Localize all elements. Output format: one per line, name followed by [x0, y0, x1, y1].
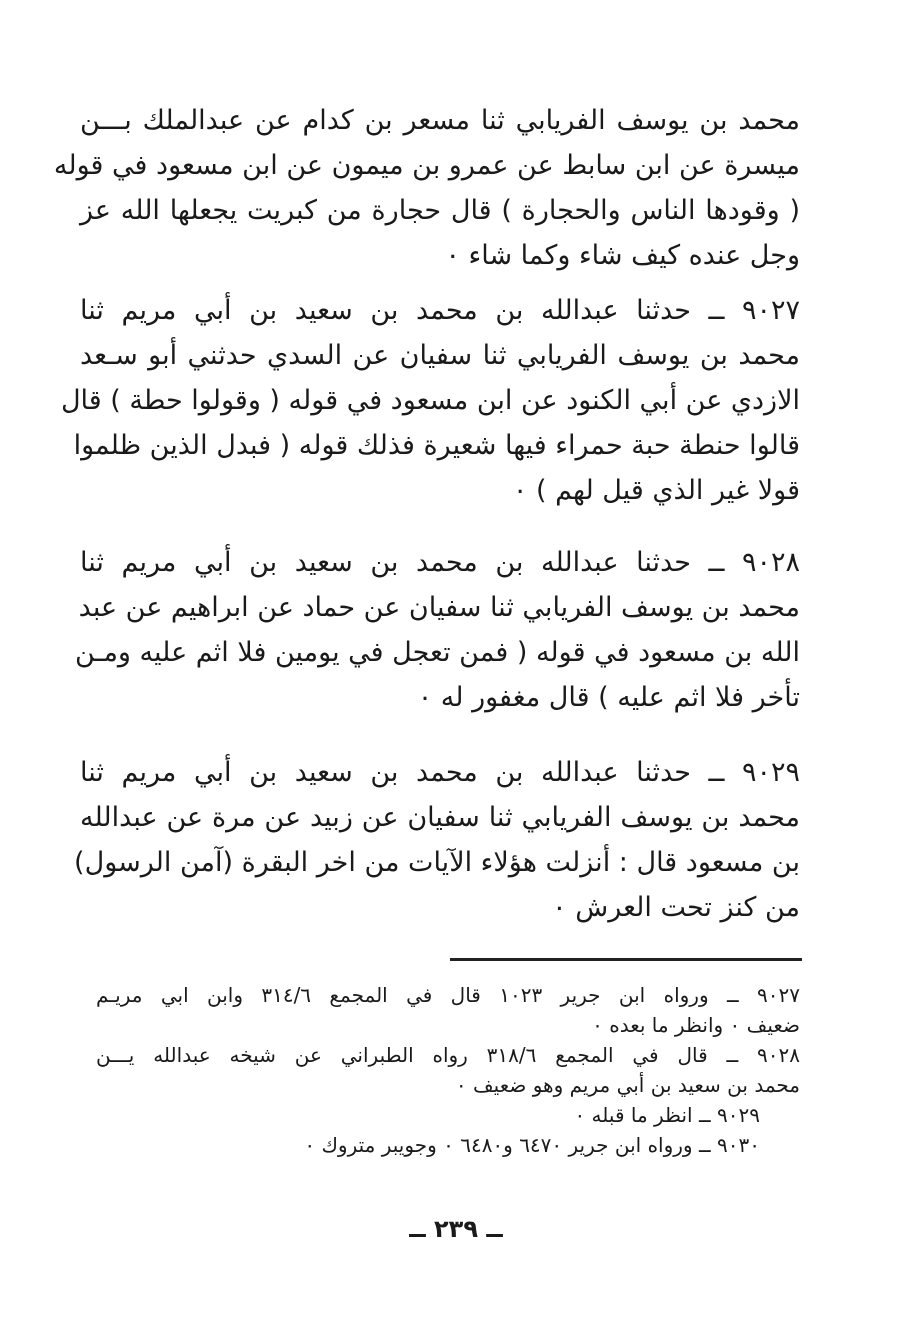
- text-line: ( وقودها الناس والحجارة ) قال حجارة من كبريت يجعلها الله عز: [80, 195, 800, 226]
- text-line: محمد بن يوسف الفريابي ثنا سفيان عن زبيد عن مرة عن عبدالله: [80, 802, 800, 833]
- hadith-9029: [74, 750, 800, 930]
- text-line: ميسرة عن ابن سابط عن عمرو بن ميمون عن ابن مسعود في قوله: [53, 150, 800, 181]
- hadith-9027: [60, 288, 800, 513]
- text-line: الله بن مسعود في قوله ( فمن تعجل في يومين فلا اثم عليه ومـن: [75, 637, 800, 668]
- footnotes: [96, 980, 800, 1160]
- text-line: من كنز تحت العرش ٠: [552, 892, 800, 923]
- footnote-line: ٩٠٢٨ ــ قال في المجمع ٣١٨/٦ رواه الطبراني عن شيخه عبدالله يـــن: [96, 1043, 800, 1067]
- text-line: قالوا حنطة حبة حمراء فيها شعيرة فذلك قوله ( فبدل الذين ظلموا: [73, 430, 800, 461]
- paragraph-continuation: [53, 98, 800, 278]
- text-line: محمد بن يوسف الفريابي ثنا مسعر بن كدام عن عبدالملك بـــن: [80, 105, 800, 136]
- text-line: ٩٠٢٧ ــ حدثنا عبدالله بن محمد بن سعيد بن أبي مريم ثنا: [80, 295, 800, 326]
- text-line: قولا غير الذي قيل لهم ) ٠: [512, 475, 800, 506]
- text-line: تأخر فلا اثم عليه ) قال مغفور له ٠: [417, 682, 800, 713]
- hadith-9028: [75, 540, 800, 720]
- text-line: محمد بن يوسف الفريابي ثنا سفيان عن السدي حدثني أبو سـعد: [80, 340, 800, 371]
- text-line: وجل عنده كيف شاء وكما شاء ٠: [445, 240, 800, 271]
- text-line: الازدي عن أبي الكنود عن ابن مسعود في قوله ( وقولوا حطة ) قال: [60, 385, 800, 416]
- text-line: ٩٠٢٨ ــ حدثنا عبدالله بن محمد بن سعيد بن أبي مريم ثنا: [80, 547, 800, 578]
- footnote-line: ٩٠٢٩ ــ انظر ما قبله ٠: [574, 1103, 760, 1127]
- footnote-line: ٩٠٣٠ ــ ورواه ابن جرير ٦٤٧٠ و٦٤٨٠ ٠ وجويبر متروك ٠: [304, 1133, 760, 1157]
- page-number: ــ ٢٣٩ ــ: [409, 1215, 503, 1243]
- text-line: محمد بن يوسف الفريابي ثنا سفيان عن حماد عن ابراهيم عن عبد: [78, 592, 800, 623]
- text-line: بن مسعود قال : أنزلت هؤلاء الآيات من اخر البقرة (آمن الرسول): [74, 847, 800, 878]
- footnote-line: ٩٠٢٧ ــ ورواه ابن جرير ١٠٢٣ قال في المجمع ٣١٤/٦ وابن ابي مريـم: [96, 983, 800, 1007]
- footnote-line: محمد بن سعيد بن أبي مريم وهو ضعيف ٠: [455, 1073, 800, 1097]
- text-line: ٩٠٢٩ ــ حدثنا عبدالله بن محمد بن سعيد بن أبي مريم ثنا: [80, 757, 800, 788]
- footnote-line: ضعيف ٠ وانظر ما بعده ٠: [592, 1013, 800, 1037]
- footnote-divider: [450, 958, 802, 961]
